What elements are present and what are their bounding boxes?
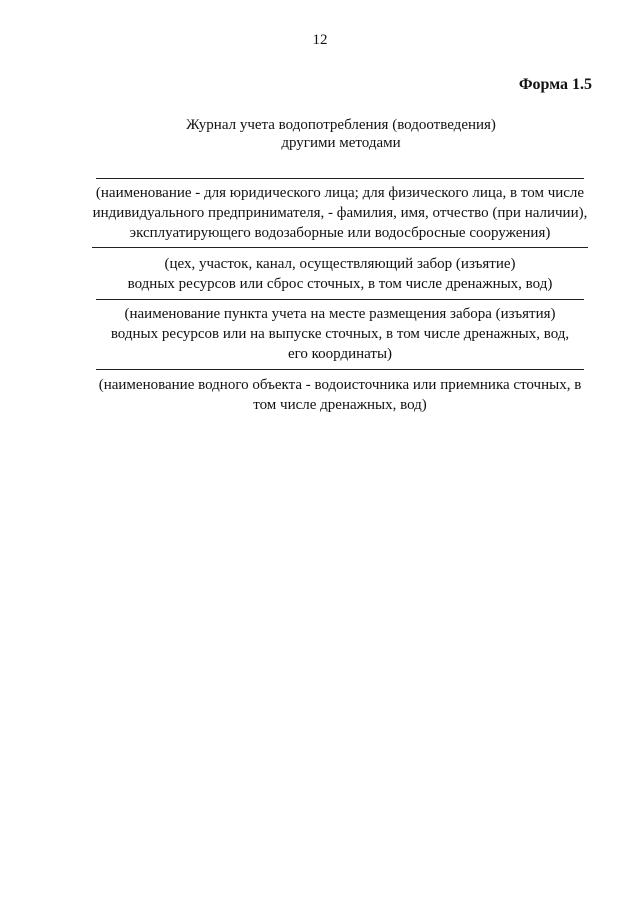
metering-point-line — [96, 299, 584, 300]
workshop-field — [90, 247, 590, 294]
workshop-line — [92, 247, 588, 248]
owner-name-line — [96, 178, 584, 179]
caption-line: (наименование водного объекта - водоисточника или приемника сточных, в — [98, 377, 582, 393]
water-body-caption — [90, 375, 590, 415]
caption-line: (цех, участок, канал, осуществляющий забор (изъятие) — [164, 256, 516, 272]
owner-name-field — [90, 178, 590, 243]
caption-line: водных ресурсов или сброс сточных, в том числе дренажных, вод) — [127, 276, 553, 292]
owner-name-caption — [90, 183, 590, 243]
caption-line: (наименование - для юридического лица; для физического лица, в том числе — [95, 185, 585, 201]
form-label: Форма 1.5 — [518, 76, 592, 93]
caption-line: эксплуатирующего водозаборные или водосбросные сооружения) — [129, 225, 551, 241]
water-body-field — [90, 369, 590, 415]
workshop-caption — [90, 254, 590, 294]
caption-line: его координаты) — [287, 346, 393, 362]
metering-point-caption — [90, 304, 590, 364]
page-number: 12 — [312, 32, 328, 48]
metering-point-field — [90, 299, 590, 364]
document-title — [0, 116, 640, 152]
caption-line: индивидуального предпринимателя, - фамилия, имя, отчество (при наличии), — [92, 205, 588, 221]
title-line-1: Журнал учета водопотребления (водоотведения) — [186, 117, 496, 133]
caption-line: том числе дренажных, вод) — [253, 397, 427, 413]
water-body-line — [96, 369, 584, 370]
caption-line: (наименование пункта учета на месте размещения забора (изъятия) — [124, 306, 556, 322]
caption-line: водных ресурсов или на выпуске сточных, в том числе дренажных, вод, — [110, 326, 570, 342]
title-line-2: другими методами — [281, 135, 401, 151]
